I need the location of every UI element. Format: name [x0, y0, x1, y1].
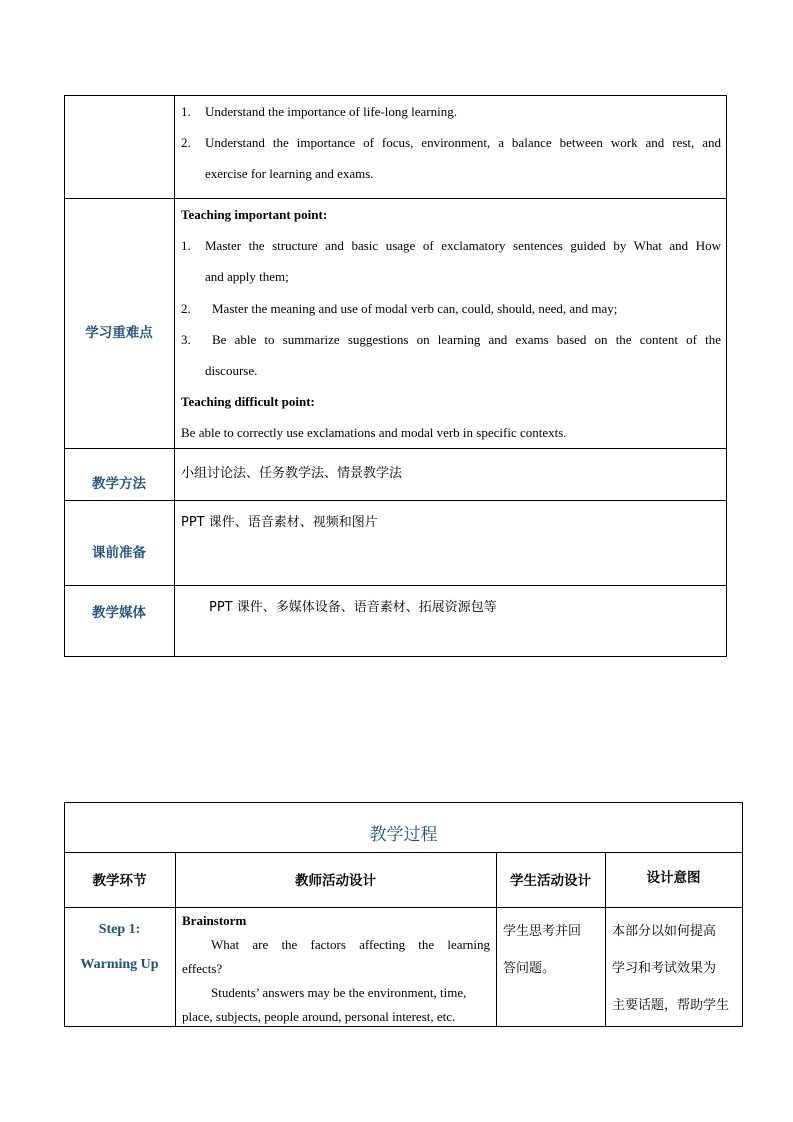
teacher-activity-question-cont: effects? [182, 961, 223, 976]
media-label: 教学媒体 [92, 605, 146, 621]
teacher-activity-answer-cont: place, subjects, people around, personal interest, etc. [182, 1009, 456, 1024]
important-point-item: 3. Be able to summarize suggestions on learning and exams based on the content of the [181, 332, 721, 347]
header-student-activity: 学生活动设计 [510, 873, 591, 889]
objective-item-cont: exercise for learning and exams. [205, 166, 374, 181]
key-points-label: 学习重难点 [85, 325, 153, 341]
media-text: PPT 课件、多媒体设备、语音素材、拓展资源包等 [209, 600, 497, 615]
important-point-heading: Teaching important point: [181, 207, 328, 222]
student-activity-line: 答问题。 [503, 961, 556, 976]
design-intent-line: 主要话题，帮助学生 [612, 998, 730, 1013]
difficult-point-heading: Teaching difficult point: [181, 394, 315, 409]
preparation-text: PPT 课件、语音素材、视频和图片 [181, 515, 378, 530]
difficult-point-text: Be able to correctly use exclamations and modal verb in specific contexts. [181, 425, 567, 440]
header-teacher-activity: 教师活动设计 [295, 873, 376, 889]
step-label: Step 1: [98, 922, 141, 937]
teacher-activity-answer: Students’ answers may be the environment, time, [211, 985, 467, 1000]
header-stage: 教学环节 [92, 873, 147, 889]
important-point-item: 2. Master the meaning and use of modal verb can, could, should, need, and may; [181, 301, 618, 316]
design-intent-line: 学习和考试效果为 [612, 961, 717, 976]
student-activity-line: 学生思考并回 [503, 924, 582, 939]
methods-text: 小组讨论法、任务教学法、情景教学法 [181, 466, 403, 481]
important-point-item: 1. Master the structure and basic usage of exclamatory sentences guided by What and How [181, 238, 721, 253]
design-intent-line: 本部分以如何提高 [612, 924, 717, 939]
important-point-cont: and apply them; [205, 269, 289, 284]
important-point-cont: discourse. [205, 363, 258, 378]
process-title: 教学过程 [369, 825, 438, 845]
objective-item: 2. Understand the importance of focus, environment, a balance between work and rest, and [181, 135, 721, 150]
teacher-activity-heading: Brainstorm [182, 913, 247, 928]
objective-item: 1. Understand the importance of life-long learning. [181, 104, 457, 119]
preparation-label: 课前准备 [92, 545, 146, 561]
teacher-activity-question: What are the factors affecting the learning [211, 937, 490, 952]
methods-label: 教学方法 [92, 476, 146, 492]
step-name: Warming Up [80, 957, 159, 972]
header-design-intent: 设计意图 [646, 870, 701, 886]
